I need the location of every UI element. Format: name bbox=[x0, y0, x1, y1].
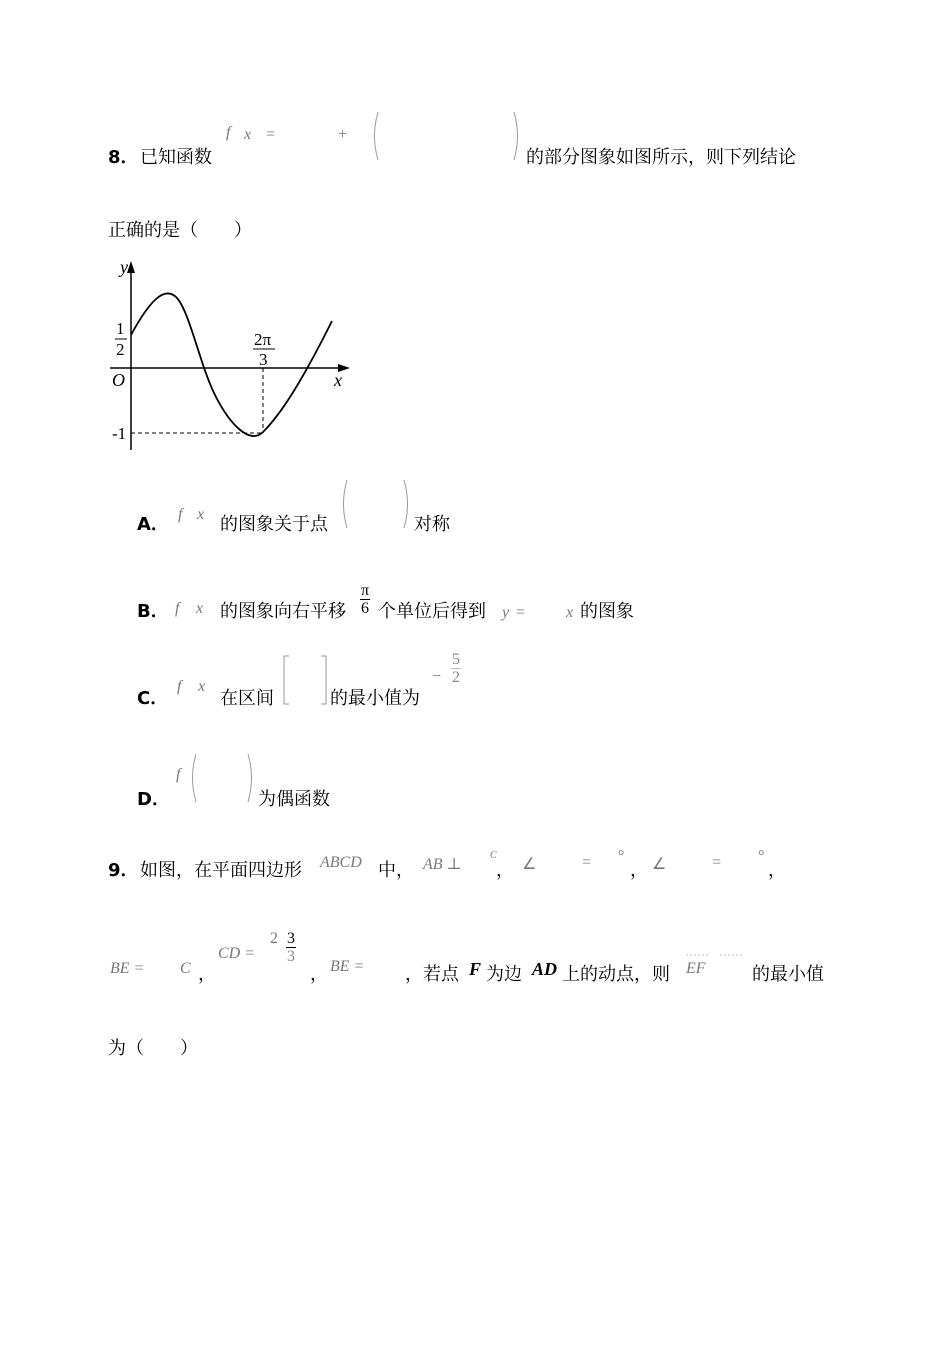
option-b-x2: x bbox=[566, 604, 574, 621]
q9-t4: 为边 bbox=[486, 964, 522, 985]
option-a-paren bbox=[338, 476, 414, 532]
q9-t1: 如图，在平面四边形 bbox=[140, 860, 302, 881]
q9-t2: 中， bbox=[378, 860, 414, 881]
q9-vector-arrows bbox=[684, 950, 746, 960]
option-b-text1: 的图象向右平移 bbox=[220, 601, 346, 622]
option-c-label: C． bbox=[137, 688, 169, 709]
q9-point-f: F bbox=[469, 959, 482, 979]
q9-comma2: ， bbox=[630, 860, 648, 881]
option-c-text2: 的最小值为 bbox=[330, 688, 420, 709]
option-d-f: f bbox=[176, 766, 181, 783]
q9-deg1: ° bbox=[618, 848, 625, 865]
option-a-text2: 对称 bbox=[414, 514, 450, 535]
x-tick-den: 3 bbox=[259, 350, 268, 369]
option-c-frac-den: 2 bbox=[452, 669, 460, 686]
y-tick-num: 1 bbox=[116, 319, 125, 338]
q8-func-x: x bbox=[244, 126, 252, 143]
q8-after: 的部分图象如图所示，则下列结论 bbox=[526, 147, 796, 168]
q9-deg2: ° bbox=[758, 848, 765, 865]
q9-comma4: ， bbox=[198, 964, 216, 985]
option-b-eq: = bbox=[516, 604, 526, 621]
option-c-bracket bbox=[280, 654, 330, 706]
option-b-frac-num: π bbox=[361, 582, 370, 599]
q8-func-f: f bbox=[226, 124, 231, 141]
q8-intro: 已知函数 bbox=[140, 147, 212, 168]
option-c-x: x bbox=[198, 678, 206, 695]
option-d-paren bbox=[186, 750, 258, 806]
option-d-text1: 为偶函数 bbox=[258, 789, 330, 810]
option-d-label: D． bbox=[137, 789, 170, 810]
q8-plus: + bbox=[338, 126, 348, 143]
option-b-label: B． bbox=[137, 601, 169, 622]
q9-abcd: ABCD bbox=[320, 854, 362, 871]
option-a-text1: 的图象关于点 bbox=[220, 514, 328, 535]
option-b-fraction bbox=[360, 582, 370, 617]
option-c-minus: − bbox=[432, 668, 442, 685]
y-axis-arrow bbox=[127, 261, 135, 273]
y-label: y bbox=[120, 257, 128, 277]
q8-graph bbox=[100, 255, 360, 460]
q9-cd-eq: CD = bbox=[218, 945, 256, 962]
q9-angle1: ∠ bbox=[522, 856, 537, 873]
y-tick-den: 2 bbox=[116, 340, 125, 359]
option-b-frac-den: 6 bbox=[361, 600, 370, 617]
q9-c-frag: C bbox=[490, 850, 497, 861]
q9-be-eq: BE = bbox=[110, 960, 145, 977]
q9-cd-num: 3 bbox=[287, 930, 295, 947]
q8-eq: = bbox=[266, 126, 276, 143]
q9-ef: EF bbox=[686, 960, 706, 977]
q9-t7: 为（ ） bbox=[108, 1038, 198, 1059]
option-b-f: f bbox=[175, 600, 180, 617]
q9-t5: 上的动点，则 bbox=[562, 964, 670, 985]
option-c-text1: 在区间 bbox=[220, 688, 274, 709]
q8-paren-group bbox=[368, 108, 528, 164]
q9-t6: 的最小值 bbox=[752, 964, 824, 985]
q9-cd-den: 3 bbox=[287, 948, 295, 965]
q9-number: 9． bbox=[108, 860, 139, 881]
q8-line2: 正确的是（ ） bbox=[108, 220, 252, 241]
q9-be-eq2: BE = bbox=[330, 958, 365, 975]
q9-comma3: ， bbox=[768, 860, 786, 881]
option-b-text3: 的图象 bbox=[580, 601, 634, 622]
q9-ab-perp: AB ⊥ bbox=[423, 856, 462, 873]
x-tick-num: 2π bbox=[254, 330, 272, 349]
q9-c2: C bbox=[180, 960, 191, 977]
option-a-x: x bbox=[197, 506, 205, 523]
q9-t3: ，若点 bbox=[405, 964, 459, 985]
y-min-label: -1 bbox=[112, 424, 127, 443]
q9-comma5: ， bbox=[310, 964, 328, 985]
sine-curve bbox=[131, 293, 332, 436]
q9-eq2: = bbox=[712, 854, 722, 871]
option-b-y: y bbox=[502, 604, 510, 621]
option-a-label: A． bbox=[137, 514, 169, 535]
q9-eq1: = bbox=[582, 854, 592, 871]
option-a-f: f bbox=[178, 506, 183, 523]
option-c-frac-num: 5 bbox=[452, 651, 460, 668]
origin-label: O bbox=[112, 370, 125, 390]
option-b-text2: 个单位后得到 bbox=[378, 601, 486, 622]
q9-angle2: ∠ bbox=[652, 856, 667, 873]
option-b-x: x bbox=[196, 600, 204, 617]
q9-comma1: ， bbox=[496, 860, 514, 881]
q9-segment-ad: AD bbox=[532, 959, 558, 979]
q8-number: 8． bbox=[108, 147, 139, 168]
option-c-f: f bbox=[177, 678, 182, 695]
x-label: x bbox=[334, 370, 342, 390]
q9-cd-coef: 2 bbox=[270, 930, 278, 947]
option-c-fraction bbox=[451, 651, 461, 686]
q9-cd-fraction bbox=[286, 930, 296, 965]
